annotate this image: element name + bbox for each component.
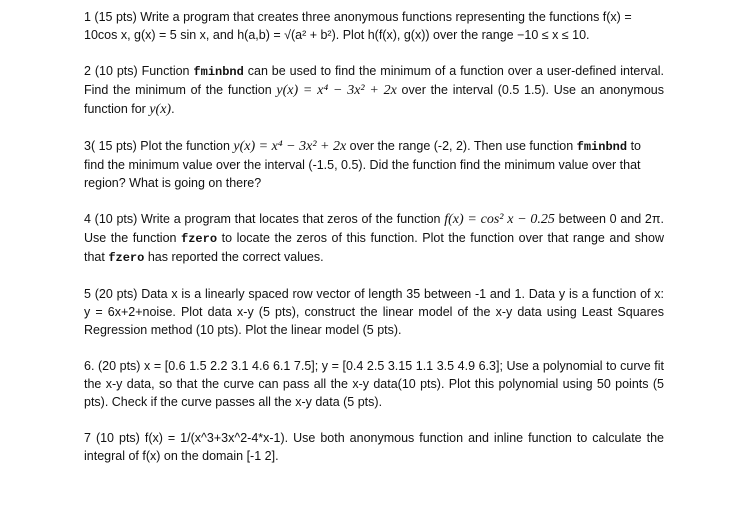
problem-2-code: fminbnd	[193, 65, 244, 79]
problem-1	[84, 8, 664, 44]
problem-3-mid: over the range (-2, 2). Then use function	[346, 139, 577, 153]
problem-3-math: y(x) = x⁴ − 3x² + 2x	[233, 139, 347, 154]
problem-2-text	[84, 62, 664, 119]
problem-4-mid: between 0 and 2π. Use the function	[84, 212, 664, 245]
problem-2-mid: can be used to find the minimum of a function over a user-defined interval. Find the minimum of the function	[84, 64, 664, 97]
problem-4-math: f(x) = cos² x − 0.25	[444, 212, 555, 227]
problem-4-text	[84, 210, 664, 267]
document-body	[84, 8, 664, 483]
problem-3-pre: 3( 15 pts) Plot the function	[84, 139, 234, 153]
problem-2-pre: 2 (10 pts) Function	[84, 64, 194, 78]
problem-4-post: has reported the correct values.	[144, 250, 324, 264]
problem-5	[84, 285, 664, 339]
problem-3-post: to find the minimum value over the interval (-1.5, 0.5). Did the function find the minimum value over that region? What is going on there?	[84, 139, 641, 190]
problem-2	[84, 62, 664, 119]
problem-3	[84, 137, 664, 192]
problem-6	[84, 357, 664, 411]
problem-6-text: 6. (20 pts) x = [0.6 1.5 2.2 3.1 4.6 6.1 7.5]; y = [0.4 2.5 3.15 1.1 3.5 4.9 6.3]; Use a polynomial to curve fit the x-y data, so that the curve can pass all the x-y data(10 pts). Plot this polynomial using 50 points (5 pts). Check if the curve passes all the x-y data (5 pts).	[84, 359, 664, 409]
problem-2-post: over the interval (0.5 1.5). Use an anonymous function for	[84, 83, 664, 116]
problem-2-end: .	[171, 102, 175, 116]
problem-4-code: fzero	[181, 232, 218, 246]
problem-2-math2: y(x)	[149, 102, 172, 117]
problem-7-text: 7 (10 pts) f(x) = 1/(x^3+3x^2-4*x-1). Use both anonymous function and inline function to calculate the integral of f(x) on the domain [-1 2].	[84, 431, 664, 463]
problem-4-code2: fzero	[108, 251, 145, 265]
problem-3-code: fminbnd	[576, 140, 628, 154]
problem-4-mid2: to locate the zeros of this function. Plot the function over that range and show that	[84, 231, 664, 264]
problem-4-pre: 4 (10 pts) Write a program that locates that zeros of the function	[84, 212, 445, 226]
problem-5-text: 5 (20 pts) Data x is a linearly spaced row vector of length 35 between -1 and 1. Data y is a function of x: y = 6x+2+noise. Plot data x-y (5 pts), construct the linear model of the x-y data using Least Squares Regression method (10 pts). Plot the linear model (5 pts).	[84, 287, 664, 337]
problem-1-text: 1 (15 pts) Write a program that creates three anonymous functions representing the functions f(x) = 10cos x, g(x) = 5 sin x, and h(a,b) = √(a² + b²). Plot h(f(x), g(x)) over the range −10 ≤ x ≤ 10.	[84, 10, 632, 42]
problem-7	[84, 429, 664, 465]
problem-2-math: y(x) = x⁴ − 3x² + 2x	[276, 83, 397, 98]
problem-4	[84, 210, 664, 267]
problem-3-text	[84, 137, 664, 192]
